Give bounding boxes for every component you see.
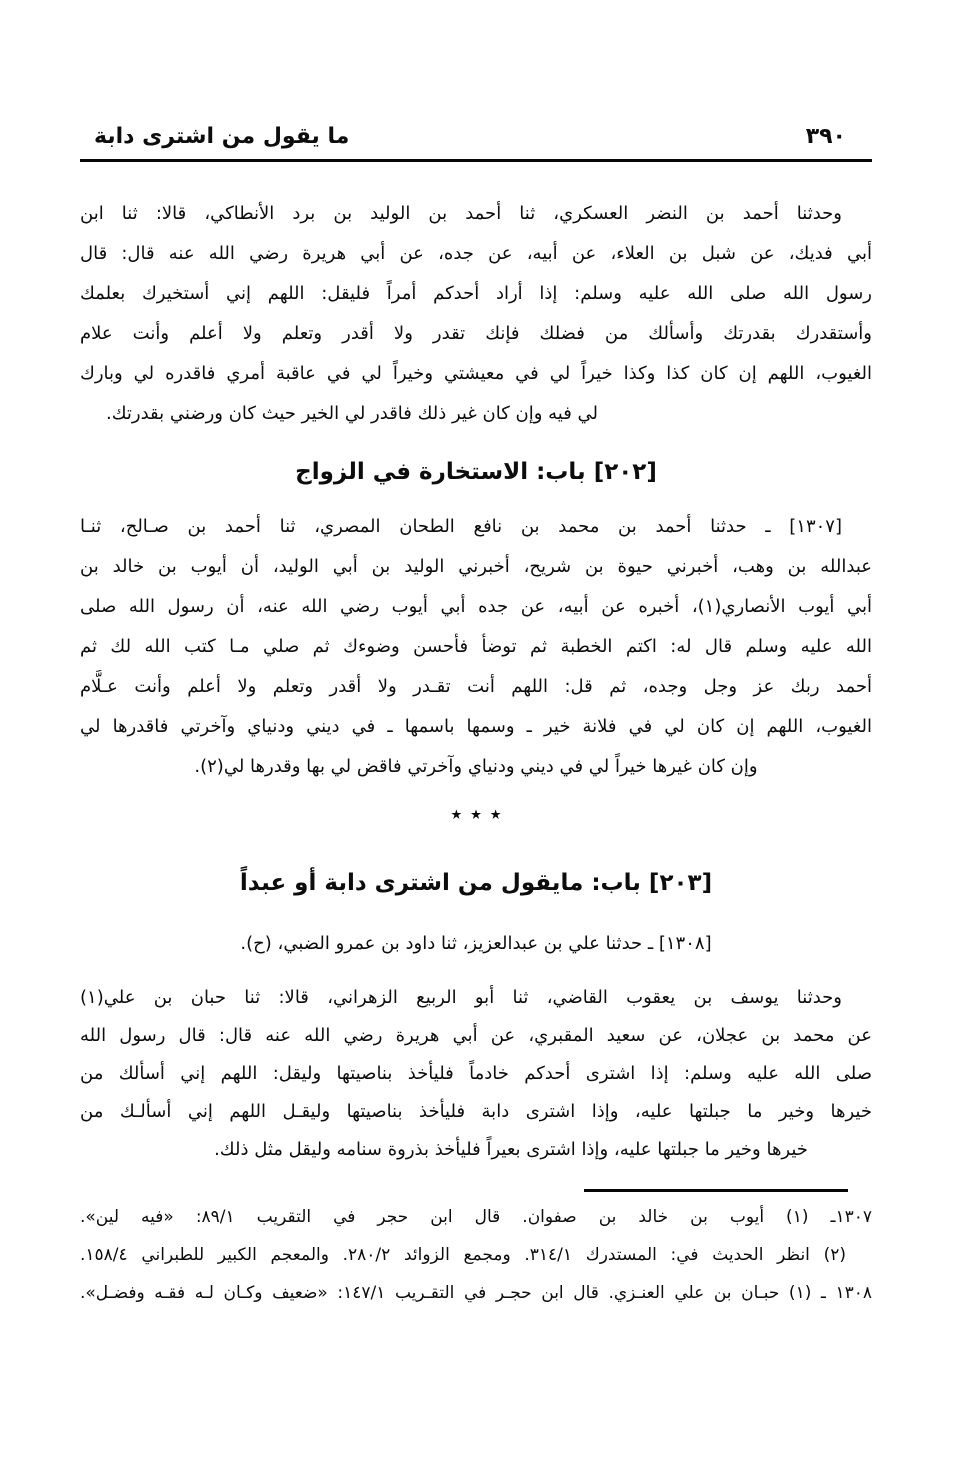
chapter-202-heading: [٢٠٢] باب: الاستخارة في الزواج bbox=[295, 459, 657, 485]
text-line: خيرها وخير ما جبلتها عليه، وإذا اشترى بعيراً فليأخذ بذروة سنامه وليقل مثل ذلك. bbox=[214, 1139, 808, 1161]
hadith-1308-isnad-line: [١٣٠٨] ـ حدثنا علي بن عبدالعزيز، ثنا داود بن عمرو الضبي، (ح). bbox=[240, 933, 712, 955]
text-line: [١٣٠٧] ـ حدثنا أحمد بن محمد بن نافع الطحان المصري، ثنا أحمد بن صـالح، ثنـا bbox=[80, 516, 842, 538]
text-line: وحدثنا أحمد بن النضر العسكري، ثنا أحمد بن الوليد بن برد الأنطاكي، قالا: ثنا ابن bbox=[80, 203, 842, 224]
page-number: ٣٩٠ bbox=[805, 124, 846, 149]
text-line: رسول الله صلى الله عليه وسلم: إذا أراد أحدكم أمراً فليقل: اللهم إني أستخيرك بعلمك bbox=[80, 283, 872, 304]
header-rule bbox=[80, 159, 872, 162]
text-line: صلى الله عليه وسلم: إذا اشترى أحدكم خادماً فليأخذ بناصيتها وليقل: اللهم إني أسألك من bbox=[80, 1063, 872, 1085]
book-page bbox=[80, 0, 872, 1312]
text-line: عبدالله بن وهب، أخبرني حيوة بن شريح، أخبرني الوليد بن أبي الوليد، أن أيوب بن خالد بن bbox=[80, 556, 872, 578]
footnotes bbox=[80, 1198, 872, 1312]
text-line: الغيوب، اللهم إن كان كذا وكذا خيراً لي في معيشتي وخيراً لي في عاقبة أمري فاقدره لي وبارك bbox=[80, 363, 872, 384]
hadith-1307-paragraph bbox=[80, 507, 872, 787]
text-line: وإن كان غيرها خيراً لي في ديني ودنياي وآخرتي فاقض لي بها وقدرها لي(٢). bbox=[194, 756, 758, 778]
page-header bbox=[80, 0, 872, 149]
intro-paragraph bbox=[80, 194, 872, 434]
footnote-separator-rule bbox=[584, 1189, 848, 1192]
text-line: لي فيه وإن كان غير ذلك فاقدر لي الخير حيث كان ورضني بقدرتك. bbox=[106, 403, 599, 424]
text-line: أبي فديك، عن شبل بن العلاء، عن أبيه، عن جده، عن أبي هريرة رضي الله عنه قال: قال bbox=[80, 243, 872, 264]
running-title: ما يقول من اشترى دابة bbox=[94, 124, 350, 149]
footnote-entry: (٢) انظر الحديث في: المستدرك ٣١٤/١. ومجمع الزوائد ٢٨٠/٢. والمعجم الكبير للطبراني ١٥٨/٤. bbox=[80, 1245, 846, 1266]
chapter-203-heading: [٢٠٣] باب: مايقول من اشترى دابة أو عبداً bbox=[239, 870, 713, 897]
hadith-1308-paragraph bbox=[80, 979, 872, 1169]
footnote-entry: ١٣٠٧ـ (١) أيوب بن خالد بن صفوان. قال ابن حجر في التقريب ٨٩/١: «فيه لين». bbox=[80, 1207, 872, 1228]
text-line: الله عليه وسلم قال له: اكتم الخطبة ثم توضأ فأحسن وضوءك ثم صلي مـا كتب الله لك ثم bbox=[80, 636, 872, 658]
ornament-divider: ٭ ٭ ٭ bbox=[450, 802, 502, 828]
text-line: الغيوب، اللهم إن كان لي في فلانة خير ـ وسمها باسمها ـ في ديني ودنياي وآخرتي فاقدرها لي bbox=[80, 716, 872, 738]
text-line: أبي أيوب الأنصاري(١)، أخبره عن أبيه، عن جده أبي أيوب رضي الله عنه، أن رسول الله صلى bbox=[80, 596, 872, 618]
text-line: وأستقدرك بقدرتك وأسألك من فضلك فإنك تقدر ولا أقدر وتعلم ولا أعلم وأنت علام bbox=[80, 323, 872, 344]
text-line: وحدثنا يوسف بن يعقوب القاضي، ثنا أبو الربيع الزهراني، قالا: ثنا حبان بن علي(١) bbox=[80, 987, 842, 1009]
text-line: خيرها وخير ما جبلتها عليه، وإذا اشترى دابة فليأخذ بناصيتها وليقـل اللهم إني أسألـك من bbox=[80, 1101, 872, 1123]
footnote-entry: ١٣٠٨ ـ (١) حبـان بن علي العنـزي. قال ابن حجـر في التقـريب ١٤٧/١: «ضعيف وكـان لـه فقـه وفضـل». bbox=[80, 1283, 873, 1304]
text-line: عن محمد بن عجلان، عن سعيد المقبري، عن أبي هريرة رضي الله عنه قال: قال رسول الله bbox=[80, 1025, 872, 1047]
text-line: أحمد ربك عز وجل وجده، ثم قل: اللهم أنت تقـدر ولا أقدر وتعلم ولا أعلم وأنت عـلَّام bbox=[80, 676, 872, 698]
